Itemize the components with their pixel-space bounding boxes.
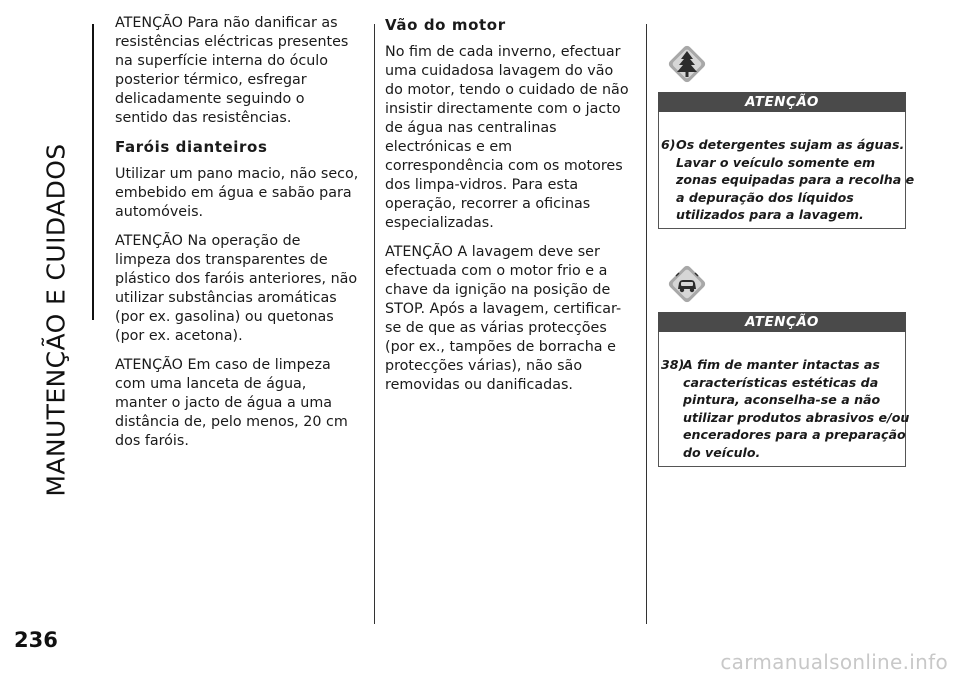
warning-2-number: 38) xyxy=(661,357,685,372)
page-number: 236 xyxy=(14,628,58,652)
paragraph-headlights-jet: ATENÇÃO Em caso de limpeza com uma lanceta de água, manter o jacto de água a uma distância de, pelo menos, 20 cm dos faróis. xyxy=(115,357,348,449)
car-icon xyxy=(665,262,709,306)
heading-headlights: Faróis dianteiros xyxy=(115,138,268,156)
column-divider-2 xyxy=(646,24,647,624)
warning-1-number: 6) xyxy=(661,137,676,152)
section-side-title: MANUTENÇÃO E CUIDADOS xyxy=(41,143,71,497)
paragraph-rear-window: ATENÇÃO Para não danificar as resistências eléctricas presentes na superfície interna do óculo posterior térmico, esfregar delicadamente seguindo o sentido das resistências. xyxy=(115,15,349,126)
warning-1-header: ATENÇÃO xyxy=(658,92,906,112)
watermark: carmanualsonline.info xyxy=(720,650,948,674)
column-left xyxy=(115,14,360,461)
column-middle xyxy=(385,14,635,405)
paragraph-headlights-cloth: Utilizar um pano macio, não seco, embebido em água e sabão para automóveis. xyxy=(115,166,359,220)
paragraph-headlights-plastic: ATENÇÃO Na operação de limpeza dos transparentes de plástico dos faróis anteriores, não utilizar substâncias aromáticas (por ex. gasolina) ou quetonas (por ex. acetona). xyxy=(115,233,358,344)
paragraph-engine-bay-wash: No fim de cada inverno, efectuar uma cuidadosa lavagem do vão do motor, tendo o cuidado de não insistir directamente com o jacto de água nas centralinas electrónicas e em correspondência com os motores dos limpa-vidros. Para esta operação, recorrer a oficinas especializadas. xyxy=(385,44,629,231)
warning-2-paragraph: A fim de manter intactas as características estéticas da pintura, aconselha-se a não utilizar produtos abrasivos e/ou enceradores para a preparação do veículo. xyxy=(683,357,910,460)
warning-1-paragraph: Os detergentes sujam as águas. Lavar o veículo somente em zonas equipadas para a recolha e a depuração dos líquidos utilizados para a lavagem. xyxy=(676,137,915,222)
paragraph-engine-bay-warning: ATENÇÃO A lavagem deve ser efectuada com o motor frio e a chave da ignição na posição de STOP. Após a lavagem, certificar-se de que as várias protecções (por ex., tampões de borracha e protecções várias), não são removidas ou danificadas. xyxy=(385,244,622,393)
column-divider-1 xyxy=(374,24,375,624)
tree-icon xyxy=(665,42,709,86)
heading-engine-bay: Vão do motor xyxy=(385,16,506,34)
warning-2-header: ATENÇÃO xyxy=(658,312,906,332)
side-divider xyxy=(92,24,94,320)
